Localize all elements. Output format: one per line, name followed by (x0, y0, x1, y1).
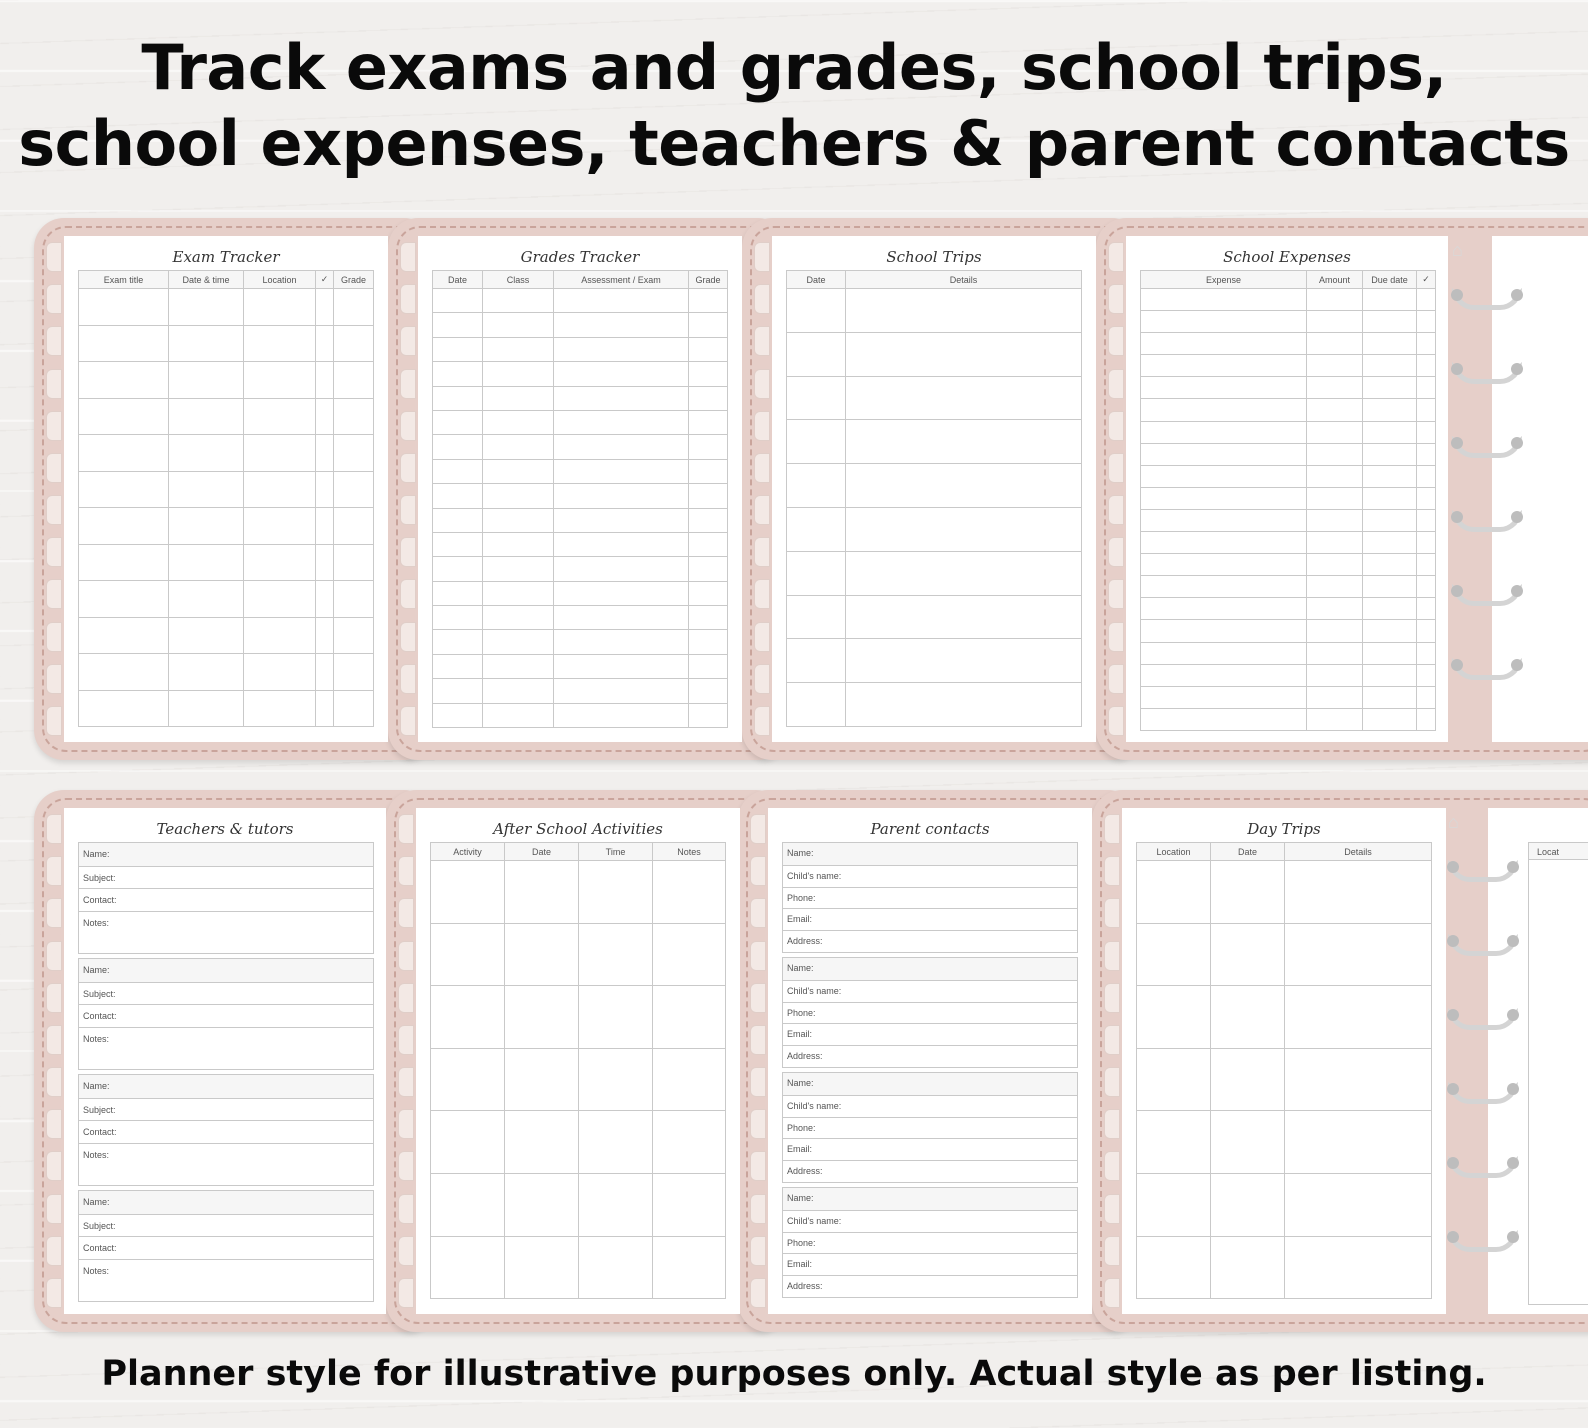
contact-field[interactable]: Name: (79, 843, 373, 866)
binder-ring-icon (1448, 1156, 1518, 1178)
table-row[interactable] (431, 1111, 726, 1174)
table-row[interactable] (787, 464, 1082, 508)
page-title: Grades Tracker (520, 248, 640, 266)
table-row[interactable] (1137, 861, 1432, 924)
page-title: School Trips (886, 248, 982, 266)
page-title: After School Activities (493, 820, 663, 838)
contact-field[interactable]: Name: (79, 1075, 373, 1098)
contact-field[interactable]: Address: (783, 1275, 1077, 1297)
contact-field[interactable]: Child's name: (783, 1210, 1077, 1232)
grades-tracker-page (418, 236, 742, 742)
contact-field[interactable]: Name: (783, 843, 1077, 865)
headline (0, 30, 1588, 182)
headline-line-1: Track exams and grades, school trips, (141, 31, 1447, 104)
table-row[interactable] (433, 508, 728, 532)
contact-field[interactable]: Name: (79, 959, 373, 982)
binder-ring-icon (1452, 510, 1522, 532)
table-row[interactable] (433, 703, 728, 727)
binder-ring-icon (1448, 860, 1518, 882)
table-row[interactable] (1141, 576, 1436, 598)
table-row[interactable] (433, 459, 728, 483)
table-row[interactable] (1141, 487, 1436, 509)
binder-ring-icon (1452, 362, 1522, 384)
exam-tracker-table (78, 270, 374, 727)
contact-field[interactable]: Name: (783, 958, 1077, 980)
table-row[interactable] (1141, 708, 1436, 730)
contact-block[interactable] (78, 842, 374, 954)
contact-field[interactable]: Name: (783, 1188, 1077, 1210)
contact-field[interactable]: Phone: (783, 1002, 1077, 1024)
table-row[interactable] (1141, 289, 1436, 311)
contact-block[interactable] (78, 1074, 374, 1186)
table-row[interactable] (433, 362, 728, 386)
table-row[interactable] (433, 435, 728, 459)
column-header: Location (1137, 843, 1211, 861)
headline-line-2: school expenses, teachers & parent contacts (18, 107, 1570, 180)
table-row[interactable] (1141, 333, 1436, 355)
table-row[interactable] (79, 508, 374, 545)
contact-field[interactable]: Name: (79, 1191, 373, 1214)
table-row[interactable] (79, 581, 374, 618)
table-row[interactable] (79, 289, 374, 326)
table-row[interactable] (433, 313, 728, 337)
home-icon[interactable]: ⌂ (1448, 812, 1459, 832)
binder-ring-icon (1452, 658, 1522, 680)
day-trips-table (1136, 842, 1432, 1299)
contact-field[interactable]: Email: (783, 1253, 1077, 1275)
table-row[interactable] (1137, 1111, 1432, 1174)
after-school-activities-page (416, 808, 740, 1314)
table-row[interactable] (433, 532, 728, 556)
table-row[interactable] (1137, 1236, 1432, 1299)
column-header: Due date (1363, 271, 1417, 289)
contact-field[interactable]: Contact: (79, 1120, 373, 1143)
binder-ring-icon (1448, 934, 1518, 956)
table-row[interactable] (1141, 664, 1436, 686)
table-row[interactable] (433, 337, 728, 361)
table-row[interactable] (1141, 554, 1436, 576)
day-trips-page (1122, 808, 1446, 1314)
table-row[interactable] (1141, 443, 1436, 465)
table-row[interactable] (787, 332, 1082, 376)
contact-field[interactable]: Subject: (79, 982, 373, 1005)
column-header: Amount (1307, 271, 1363, 289)
table-row[interactable] (787, 639, 1082, 683)
table-row[interactable] (431, 1173, 726, 1236)
page-title: Day Trips (1247, 820, 1321, 838)
exam-tracker-page (64, 236, 388, 742)
column-header: Details (1285, 843, 1432, 861)
contact-field[interactable]: Notes: (79, 911, 373, 954)
contact-block[interactable] (782, 842, 1078, 953)
table-row[interactable] (787, 289, 1082, 333)
table-row[interactable] (1141, 642, 1436, 664)
table-row[interactable] (431, 861, 726, 924)
contact-field[interactable]: Notes: (79, 1143, 373, 1186)
table-row[interactable] (787, 683, 1082, 727)
table-row[interactable] (79, 398, 374, 435)
contact-field[interactable]: Email: (783, 1138, 1077, 1160)
contact-block[interactable] (782, 1187, 1078, 1298)
column-header: ✓ (316, 271, 334, 289)
table-row[interactable] (79, 325, 374, 362)
column-header: Date (1211, 843, 1285, 861)
table-row[interactable] (1141, 620, 1436, 642)
contact-block[interactable] (78, 958, 374, 1070)
edge-column-header: Locat (1528, 842, 1588, 860)
table-row[interactable] (431, 1236, 726, 1299)
table-row[interactable] (1141, 465, 1436, 487)
contact-field[interactable]: Subject: (79, 1098, 373, 1121)
table-row[interactable] (433, 679, 728, 703)
contact-field[interactable]: Contact: (79, 1004, 373, 1027)
contact-block[interactable] (782, 957, 1078, 1068)
after-school-table (430, 842, 726, 1299)
tab-strip (46, 242, 62, 736)
contact-block[interactable] (782, 1072, 1078, 1183)
column-header: Class (483, 271, 554, 289)
table-row[interactable] (433, 289, 728, 313)
table-row[interactable] (79, 690, 374, 727)
contact-field[interactable]: Contact: (79, 1236, 373, 1259)
contact-field[interactable]: Address: (783, 1160, 1077, 1182)
column-header: Date (787, 271, 846, 289)
footer-note: Planner style for illustrative purposes only. Actual style as per listing. (101, 1354, 1487, 1394)
column-header: Notes (653, 843, 726, 861)
contact-field[interactable]: Phone: (783, 1117, 1077, 1139)
contact-field[interactable]: Email: (783, 908, 1077, 930)
binder-ring-icon (1448, 1008, 1518, 1030)
table-row[interactable] (787, 595, 1082, 639)
table-row[interactable] (1137, 1173, 1432, 1236)
column-header: Assessment / Exam (554, 271, 689, 289)
column-header: Location (244, 271, 316, 289)
column-header: Grade (334, 271, 374, 289)
column-header: Date & time (169, 271, 244, 289)
table-row[interactable] (787, 420, 1082, 464)
school-trips-page (772, 236, 1096, 742)
binder-ring-icon (1452, 288, 1522, 310)
contact-field[interactable]: Subject: (79, 866, 373, 889)
contact-field[interactable]: Phone: (783, 1232, 1077, 1254)
parent-contacts-page (768, 808, 1092, 1314)
school-expenses-page (1126, 236, 1448, 742)
planner-row-1 (0, 218, 1588, 768)
contact-block[interactable] (78, 1190, 374, 1302)
contact-field[interactable]: Notes: (79, 1259, 373, 1302)
home-icon[interactable]: ⌂ (1452, 240, 1463, 260)
column-header: Expense (1141, 271, 1307, 289)
column-header: Activity (431, 843, 505, 861)
binder-ring-icon (1452, 436, 1522, 458)
table-row[interactable] (433, 386, 728, 410)
table-row[interactable] (1141, 355, 1436, 377)
contact-field[interactable]: Address: (783, 1045, 1077, 1067)
table-row[interactable] (1141, 377, 1436, 399)
table-row[interactable] (787, 376, 1082, 420)
table-row[interactable] (433, 630, 728, 654)
column-header: Date (505, 843, 579, 861)
column-header: ✓ (1417, 271, 1436, 289)
page-title: Teachers & tutors (156, 820, 294, 838)
table-row[interactable] (431, 923, 726, 986)
contact-field[interactable]: Child's name: (783, 1095, 1077, 1117)
table-row[interactable] (1141, 421, 1436, 443)
contact-field[interactable]: Address: (783, 930, 1077, 952)
table-row[interactable] (433, 581, 728, 605)
table-row[interactable] (1141, 532, 1436, 554)
table-row[interactable] (433, 484, 728, 508)
column-header: Details (846, 271, 1082, 289)
contact-field[interactable]: Contact: (79, 888, 373, 911)
page-title: Exam Tracker (172, 248, 280, 266)
table-row[interactable] (431, 986, 726, 1049)
table-row[interactable] (433, 410, 728, 434)
page-title: School Expenses (1223, 248, 1351, 266)
contact-field[interactable]: Notes: (79, 1027, 373, 1070)
contact-field[interactable]: Email: (783, 1023, 1077, 1045)
table-row[interactable] (79, 435, 374, 472)
column-header: Time (579, 843, 653, 861)
column-header: Exam title (79, 271, 169, 289)
table-row[interactable] (1141, 399, 1436, 421)
planner-row-2 (0, 790, 1588, 1340)
school-trips-table (786, 270, 1082, 727)
table-row[interactable] (433, 654, 728, 678)
table-row[interactable] (787, 551, 1082, 595)
table-row[interactable] (1137, 1048, 1432, 1111)
contact-field[interactable]: Child's name: (783, 865, 1077, 887)
contact-field[interactable]: Child's name: (783, 980, 1077, 1002)
table-row[interactable] (79, 471, 374, 508)
table-row[interactable] (79, 362, 374, 399)
column-header: Date (433, 271, 483, 289)
table-row[interactable] (431, 1048, 726, 1111)
table-row[interactable] (79, 544, 374, 581)
table-row[interactable] (1137, 923, 1432, 986)
contact-field[interactable]: Subject: (79, 1214, 373, 1237)
teachers-tutors-page (64, 808, 386, 1314)
school-expenses-table (1140, 270, 1436, 731)
table-row[interactable] (787, 507, 1082, 551)
table-row[interactable] (433, 606, 728, 630)
grades-tracker-table (432, 270, 728, 728)
table-row[interactable] (1141, 311, 1436, 333)
binder-ring-icon (1452, 584, 1522, 606)
column-header: Grade (689, 271, 728, 289)
table-row[interactable] (79, 654, 374, 691)
table-row[interactable] (433, 557, 728, 581)
table-row[interactable] (1141, 686, 1436, 708)
table-row[interactable] (79, 617, 374, 654)
table-row[interactable] (1141, 598, 1436, 620)
binder-ring-icon (1448, 1230, 1518, 1252)
page-title: Parent contacts (870, 820, 990, 838)
contact-field[interactable]: Name: (783, 1073, 1077, 1095)
table-row[interactable] (1137, 986, 1432, 1049)
table-row[interactable] (1141, 509, 1436, 531)
binder-ring-icon (1448, 1082, 1518, 1104)
contact-field[interactable]: Phone: (783, 887, 1077, 909)
